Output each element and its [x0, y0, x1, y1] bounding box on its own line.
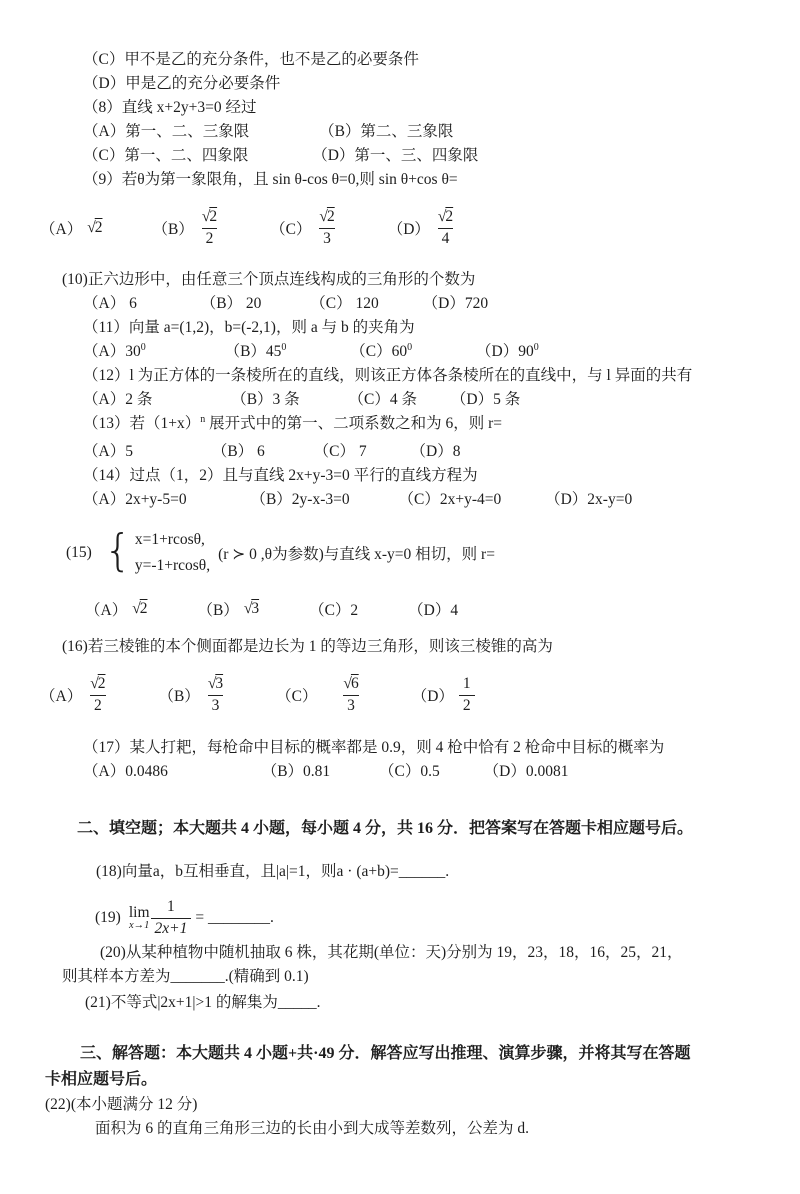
q15-option-a [85, 598, 147, 620]
q13-option-a: （A）5 [83, 443, 133, 460]
q19-label: (19) [95, 909, 121, 926]
q9-option-b-label: （B） [152, 221, 194, 238]
exponent-n: n [200, 413, 206, 425]
q7-option-d: （D）甲是乙的充分必要条件 [83, 75, 281, 92]
section3-header-line1: 三、解答题：本大题共 4 小题+共·49 分．解答应写出推理、演算步骤，并将其写在答题 [80, 1045, 691, 1062]
q13-option-b: （B） 6 [211, 443, 265, 460]
q16-option-a [40, 675, 108, 715]
q8-options-row1 [83, 120, 764, 144]
q9-option-b [152, 208, 220, 248]
q15-equations [135, 527, 210, 579]
q11-option-c: $(C)60^0$ [350, 341, 413, 360]
q16-option-b-label: （B） [158, 688, 200, 705]
q15-equation-1: x=1+rcosθ, [134, 531, 205, 548]
fraction: $\frac{√2}{4}$ [435, 208, 456, 248]
q15-condition: (r ≻ 0 ,θ为参数)与直线 x-y=0 相切，则 r= [218, 546, 495, 563]
section2-header: 二、填空题；本大题共 4 小题，每小题 4 分，共 16 分．把答案写在答题卡相应题号后。 [77, 820, 694, 837]
q20-line1: (20)从某种植物中随机抽取 6 株，其花期(单位：天)分别为 19，23，18，16，25，21， [100, 944, 683, 961]
fraction: $\frac{√3}{3}$ [205, 675, 226, 715]
q16-options [40, 665, 764, 725]
fraction: $\frac{1}{2}$ [459, 675, 475, 715]
q16-option-c-label: （C） [276, 688, 318, 705]
limit-operator [129, 905, 150, 932]
q13-options [83, 440, 764, 464]
sqrt-expression: √2 [90, 674, 106, 692]
q15-label: (15) [66, 544, 92, 561]
q18-line: (18)向量a，b互相垂直，且|a|=1，则a · (a+b)=______. [96, 863, 450, 880]
q12-option-d: （D）5 条 [450, 391, 521, 408]
q9-option-a [40, 217, 102, 239]
section3-header-line2: 卡相应题号后。 [45, 1071, 158, 1088]
q10-stem: (10)正六边形中，由任意三个顶点连线构成的三角形的个数为 [62, 271, 476, 288]
q17-options [83, 760, 764, 784]
q9-option-d [388, 208, 456, 248]
q15-option-c: （C）2 [309, 602, 359, 619]
q8-option-c: （C）第一、二、四象限 [83, 147, 249, 164]
sqrt-expression: √2 [132, 600, 148, 617]
q20-line2: 则其样本方差为_______.(精确到 0.1) [62, 968, 309, 985]
q22-text: 面积为 6 的直角三角形三边的长由小到大成等差数列，公差为 d. [95, 1120, 530, 1137]
q15-block [66, 520, 764, 586]
sqrt-expression: √2 [87, 219, 103, 236]
q17-option-b: （B）0.81 [261, 763, 331, 780]
q10-options [83, 292, 764, 316]
q16-option-c [276, 675, 362, 715]
sqrt-expression: √2 [319, 207, 335, 225]
sqrt-expression: √6 [343, 674, 359, 692]
q7-option-c: （C）甲不是乙的充分条件，也不是乙的必要条件 [83, 51, 419, 68]
degree-superscript: 0 [281, 341, 287, 353]
q8-option-b: （B）第二、三象限 [319, 123, 454, 140]
q19-row [95, 895, 764, 941]
q16-option-a-label: （A） [40, 688, 83, 705]
q14-option-b: （B）2y-x-3=0 [250, 491, 350, 508]
q10-option-a: （A） 6 [83, 295, 137, 312]
q15-option-d: （D）4 [408, 602, 459, 619]
q10-option-b: （B） 20 [200, 295, 262, 312]
q11-option-b: $(B)45^0$ [224, 341, 287, 360]
q21-line: (21)不等式|2x+1|>1 的解集为_____. [85, 994, 321, 1011]
q22-label: (22)(本小题满分 12 分) [45, 1096, 198, 1113]
q14-option-d: （D）2x-y=0 [545, 491, 633, 508]
q12-option-c: （C）4 条 [348, 391, 418, 408]
degree-superscript: 0 [533, 341, 539, 353]
q9-option-c [270, 208, 338, 248]
q12-option-b: （B）3 条 [231, 391, 300, 408]
q12-stem: （12）l 为正方体的一条棱所在的直线，则该正方体各条棱所在的直线中，与 l 异面的共有 [83, 367, 693, 384]
q19-fraction: $\frac{1}{2x+1}$ [151, 898, 192, 938]
q15-equation-2: y=-1+rcosθ, [134, 557, 211, 574]
fraction: $\frac{√2}{2}$ [87, 675, 108, 715]
fraction: $\frac{√2}{3}$ [316, 208, 337, 248]
q12-options [83, 388, 764, 412]
q10-option-c: （C） 120 [310, 295, 379, 312]
q17-stem: （17）某人打耙，每枪命中目标的概率都是 0.9，则 4 枪中恰有 2 枪命中目标的概率为 [83, 739, 665, 756]
brace-symbol: { [103, 525, 132, 577]
q15-options [85, 596, 764, 622]
q9-option-c-label: （C） [270, 221, 312, 238]
q16-option-d [412, 675, 475, 715]
fraction: $\frac{√6}{3}$ [340, 675, 361, 715]
q16-option-b [158, 675, 226, 715]
q9-option-d-label: （D） [387, 221, 430, 238]
sqrt-expression: √2 [437, 207, 454, 225]
q11-options [83, 340, 764, 364]
q16-stem: (16)若三棱锥的本个侧面都是边长为 1 的等边三角形，则该三棱锥的高为 [62, 638, 553, 655]
q13-option-c: （C） 7 [313, 443, 367, 460]
fraction: $\frac{√2}{2}$ [199, 208, 220, 248]
sqrt-expression: √3 [207, 674, 224, 692]
q15-option-b-label: （B） [197, 602, 239, 619]
sqrt-expression: √2 [201, 207, 218, 225]
degree-superscript: 0 [407, 341, 413, 353]
q19-blank: = ________. [195, 909, 274, 926]
q17-option-c: （C）0.5 [379, 763, 440, 780]
q9-options [40, 200, 764, 256]
q8-option-a: （A）第一、二、三象限 [83, 123, 250, 140]
q14-option-a: （A）2x+y-5=0 [83, 491, 187, 508]
sqrt-expression: √3 [243, 600, 260, 617]
q17-option-a: （A）0.0486 [83, 763, 168, 780]
q13-option-d: （D）8 [410, 443, 461, 460]
q16-option-d-label: （D） [411, 688, 454, 705]
q10-option-d: （D）720 [422, 295, 489, 312]
q8-options-row2 [83, 144, 764, 168]
q14-stem: （14）过点（1，2）且与直线 2x+y-3=0 平行的直线方程为 [83, 467, 478, 484]
q12-option-a: （A）2 条 [83, 391, 153, 408]
q14-options [83, 488, 764, 512]
q13-stem: （13）若$(1+x)^n$ 展开式中的第一、二项系数之和为 6，则 r= [83, 413, 503, 432]
q9-stem: （9）若θ为第一象限角，且 sin θ-cos θ=0,则 sin θ+cos θ= [83, 171, 458, 188]
limit-word: lim [128, 903, 150, 921]
q8-stem: （8）直线 x+2y+3=0 经过 [83, 99, 257, 116]
q15-option-b [197, 598, 259, 620]
q11-option-d: $(D)90^0$ [476, 341, 539, 360]
q11-option-a: $(A)30^0$ [83, 341, 146, 360]
q8-option-d: （D）第一、三、四象限 [312, 147, 479, 164]
q14-option-c: （C）2x+y-4=0 [398, 491, 502, 508]
q9-option-a-label: （A） [40, 221, 83, 238]
q11-stem: （11）向量 a=(1,2)，b=(-2,1)，则 a 与 b 的夹角为 [83, 319, 415, 336]
limit-subscript: x→1 [128, 920, 150, 931]
q15-option-a-label: （A） [85, 602, 128, 619]
q17-option-d: （D）0.0081 [483, 763, 569, 780]
degree-superscript: 0 [140, 341, 146, 353]
